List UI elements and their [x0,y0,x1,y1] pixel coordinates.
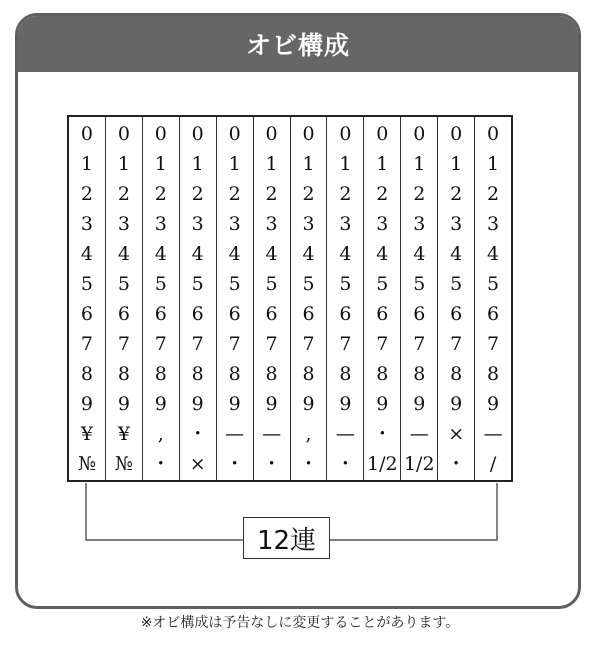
band-cell: 6 [117,302,130,325]
band-cell: 4 [80,242,93,265]
band-cell: 8 [302,362,315,385]
band-cell: 7 [302,332,315,355]
card-title: オビ構成 [245,31,350,60]
band-cell: 5 [450,272,463,295]
band-cell: 0 [339,122,352,145]
band-cell: 3 [339,212,352,235]
band-cell: 9 [302,392,315,415]
band-cell: 1/2 [403,452,435,475]
band-cell: 2 [154,182,167,205]
band-cell: 0 [228,122,241,145]
band-cell: 3 [265,212,278,235]
band-cell: 0 [117,122,130,145]
band-cell: 7 [228,332,241,355]
span-label-box [243,517,330,559]
band-cell: , [157,422,164,445]
band-cell: 1 [413,152,426,175]
band-cell: 2 [339,182,352,205]
band-cell: 0 [413,122,426,145]
band-cell: 9 [339,392,352,415]
band-cell: 5 [80,272,93,295]
band-cell: 6 [450,302,463,325]
band-cell: 9 [154,392,167,415]
band-cell: 7 [191,332,204,355]
band-cell: ・ [372,422,392,445]
band-cell: 1 [376,152,389,175]
band-cell: 4 [450,242,463,265]
band-cell: 4 [117,242,130,265]
band-cell: 8 [487,362,500,385]
band-cell: 6 [228,302,241,325]
band-cell: 1 [339,152,352,175]
band-cell: 0 [154,122,167,145]
band-cell: ¥ [117,422,130,445]
band-cell: ・ [188,422,208,445]
band-cell: × [189,452,206,475]
band-cell: — [335,422,355,445]
band-cell: / [489,452,497,475]
band-cell: 4 [413,242,426,265]
band-cell: 2 [265,182,278,205]
band-cell: 8 [80,362,93,385]
band-cell: 3 [450,212,463,235]
band-cell: 5 [265,272,278,295]
band-cell: 6 [191,302,204,325]
band-cell: — [262,422,282,445]
band-cell: 9 [450,392,463,415]
band-cell: 5 [487,272,500,295]
band-cell: 3 [191,212,204,235]
band-cell: 2 [302,182,315,205]
band-cell: 2 [80,182,93,205]
band-cell: 5 [339,272,352,295]
band-cell: 5 [376,272,389,295]
band-cell: , [305,422,312,445]
band-cell: 2 [487,182,500,205]
band-cell: 7 [154,332,167,355]
band-cell: ・ [298,452,318,475]
band-cell: — [225,422,245,445]
band-cell: 6 [80,302,93,325]
bracket-left-line [86,483,243,540]
band-cell: ・ [446,452,466,475]
band-cell: 6 [302,302,315,325]
band-cell: 3 [228,212,241,235]
span-label: 12連 [256,525,317,556]
band-cell: 5 [302,272,315,295]
bracket-right-line [330,483,497,540]
band-cell: 8 [450,362,463,385]
band-cell: 1/2 [367,452,398,475]
band-cell: 8 [117,362,130,385]
band-cell: 2 [228,182,241,205]
band-cell: 4 [302,242,315,265]
band-cell: 2 [450,182,463,205]
band-cell: 7 [487,332,500,355]
band-cell: 0 [191,122,204,145]
band-cell: 5 [228,272,241,295]
band-cell: 5 [413,272,426,295]
band-cell: 1 [228,152,241,175]
band-cell: 4 [487,242,500,265]
band-cell: 3 [80,212,93,235]
band-cell: 2 [413,182,426,205]
band-cell: 8 [265,362,278,385]
band-cell: 7 [117,332,130,355]
band-cell: 7 [265,332,278,355]
band-cell: 3 [376,212,389,235]
band-cell: — [409,422,429,445]
band-cell: 2 [376,182,389,205]
band-cell: № [114,452,133,475]
band-cell: 2 [191,182,204,205]
band-cell: 1 [450,152,463,175]
band-cell: 1 [80,152,93,175]
band-cell: 3 [154,212,167,235]
band-cell: 4 [376,242,389,265]
band-cell: 6 [487,302,500,325]
band-cell: 1 [154,152,167,175]
band-cell: 6 [265,302,278,325]
band-cell: 1 [302,152,315,175]
band-cell: 7 [450,332,463,355]
band-cell: 9 [376,392,389,415]
band-cell: 6 [154,302,167,325]
band-cell: 0 [265,122,278,145]
band-cell: 8 [413,362,426,385]
band-cell: 4 [191,242,204,265]
band-cell: 9 [413,392,426,415]
band-cell: 8 [154,362,167,385]
band-cell: — [483,422,503,445]
band-cell: 0 [376,122,389,145]
band-cell: 3 [413,212,426,235]
band-cell: 4 [228,242,241,265]
band-cell: 9 [117,392,130,415]
band-cell: 4 [154,242,167,265]
band-cell: 7 [339,332,352,355]
band-cell: 6 [339,302,352,325]
band-cell: 8 [191,362,204,385]
band-cell: 8 [376,362,389,385]
band-cell: 1 [117,152,130,175]
band-cell: 2 [117,182,130,205]
band-cell: ・ [262,452,282,475]
band-cell: 1 [191,152,204,175]
band-cell: 8 [228,362,241,385]
band-cell: 9 [265,392,278,415]
band-cell: 3 [117,212,130,235]
band-cell: 3 [302,212,315,235]
band-cell: 6 [413,302,426,325]
band-cell: 0 [302,122,315,145]
band-cell: 6 [376,302,389,325]
band-cell: 9 [487,392,500,415]
band-cell: № [77,452,96,475]
band-cell: ・ [151,452,171,475]
band-cell: ・ [225,452,245,475]
band-cell: 7 [376,332,389,355]
band-cell: 8 [339,362,352,385]
footnote: ※オビ構成は予告なしに変更することがあります。 [140,615,460,631]
band-cell: 9 [228,392,241,415]
band-cell: 3 [487,212,500,235]
band-cell: 7 [80,332,93,355]
band-cell: 4 [265,242,278,265]
band-cell: 5 [191,272,204,295]
band-cell: 1 [487,152,500,175]
band-cell: 4 [339,242,352,265]
band-cell: 0 [487,122,500,145]
band-cell: ¥ [80,422,93,445]
band-cell: ・ [335,452,355,475]
band-cell: 5 [117,272,130,295]
band-cell: 0 [80,122,93,145]
band-cell: 9 [80,392,93,415]
band-cell: 7 [413,332,426,355]
band-cell: 9 [191,392,204,415]
band-cell: 1 [265,152,278,175]
band-cell: 0 [450,122,463,145]
band-cell: 5 [154,272,167,295]
band-cell: × [448,422,465,445]
